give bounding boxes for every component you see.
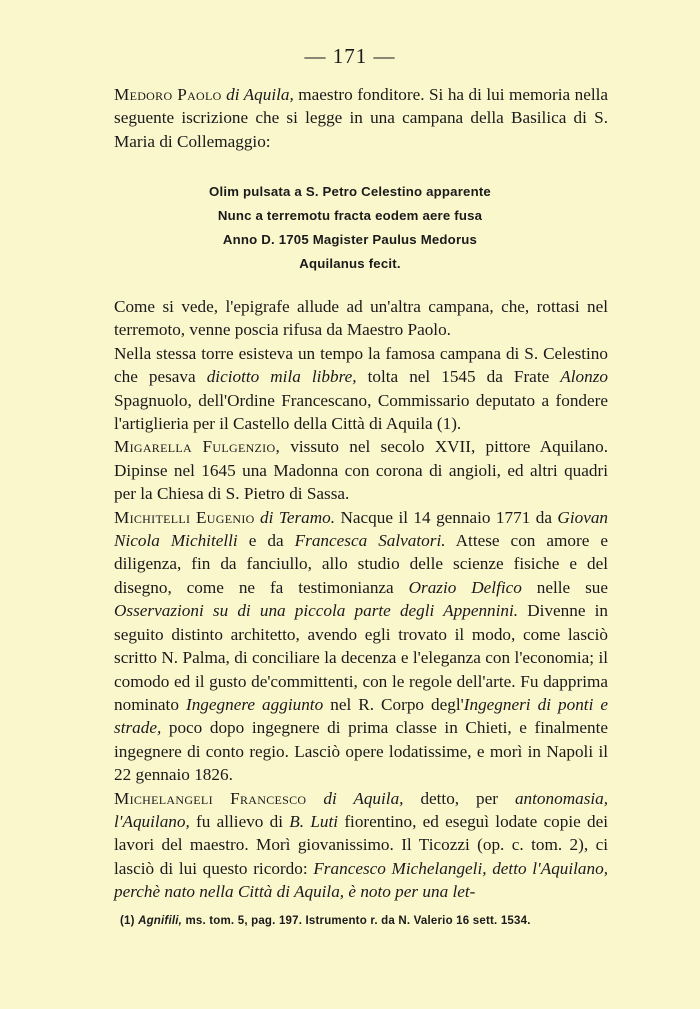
entry-michelangeli: Michelangeli Francesco di Aquila, detto, per antonomasia, l'Aquilano, fu allievo di B. Luti fiorentino, ed eseguì lodate copie dei lavori del maestro. Morì giovanissimo. Il Ticozzi (op. c. tom. 2), ci lasciò di lui questo ricordo: Francesco Michelangeli, detto l'Aquilano, perchè nato nella Città di Aquila, è noto per una let- xyxy=(114,788,609,902)
body-text xyxy=(114,295,608,904)
entry-text: maestro fonditore. Si ha di lui memoria nella seguente iscrizione che si legge in una campana della Basilica di S. Maria di Collemaggio: xyxy=(114,85,609,151)
entry-name: Migarella Fulgenzio, xyxy=(114,437,281,457)
entry-name: Michitelli Eugenio xyxy=(114,507,255,527)
entry-michitelli: Michitelli Eugenio di Teramo. Nacque il 14 gennaio 1771 da Giovan Nicola Michitelli e da Francesca Salvatori. Attese con amore e diligenza, fin da fanciullo, allo studio delle scienze fisiche e del disegno, come ne fa testimonianza Orazio Delfico nelle sue Osservazioni su di una piccola parte degli Appennini. Divenne in seguito distinto architetto, avendo egli trovato il modo, come lasciò scritto N. Palma, di conciliare la decenza e l'eleganza con l'economia; il comodo ed il gusto de'committenti, con le regole dell'arte. Fu dapprima nominato Ingegnere aggiunto nel R. Corpo degl'Ingegneri di ponti e strade, poco dopo ingegnere di prima classe in Chieti, e finalmente ingegnere di conto regio. Lasciò opere lodatissime, e morì in Napoli il 22 gennaio 1826. xyxy=(114,507,609,785)
paragraph: Come si vede, l'epigrafe allude ad un'altra campana, che, rottasi nel terremoto, venne poscia rifusa da Maestro Paolo. xyxy=(114,297,608,340)
inscription-line: Olim pulsata a S. Petro Celestino apparente xyxy=(209,184,491,199)
entry-name: Michelangeli Francesco xyxy=(114,788,307,808)
page-number: — 171 — xyxy=(304,44,396,68)
bell-inscription xyxy=(0,180,700,276)
inscription-line: Anno D. 1705 Magister Paulus Medorus xyxy=(222,232,478,247)
entry-name: Medoro Paolo xyxy=(114,85,222,104)
entry-medoro xyxy=(114,83,608,153)
inscription-line: Aquilanus fecit. xyxy=(299,256,401,271)
entry-migarella: Migarella Fulgenzio, vissuto nel secolo XVII, pittore Aquilano. Dipinse nel 1645 una Madonna con corona di angioli, ed altri quadri per la Chiesa di S. Pietro di Sassa. xyxy=(114,437,608,504)
inscription-line: Nunc a terremotu fracta eodem aere fusa xyxy=(217,208,483,223)
footnote: (1) Agnifili, ms. tom. 5, pag. 197. Istrumento r. da N. Valerio 16 sett. 1534. xyxy=(120,915,531,927)
entry-place: di Aquila, xyxy=(226,85,294,104)
paragraph-bell: Nella stessa torre esisteva un tempo la famosa campana di S. Celestino che pesava diciotto mila libbre, tolta nel 1545 da Frate Alonzo Spagnuolo, dell'Ordine Francescano, Commissario deputato a fondere l'artiglieria per il Castello della Città di Aquila (1). xyxy=(114,343,609,434)
